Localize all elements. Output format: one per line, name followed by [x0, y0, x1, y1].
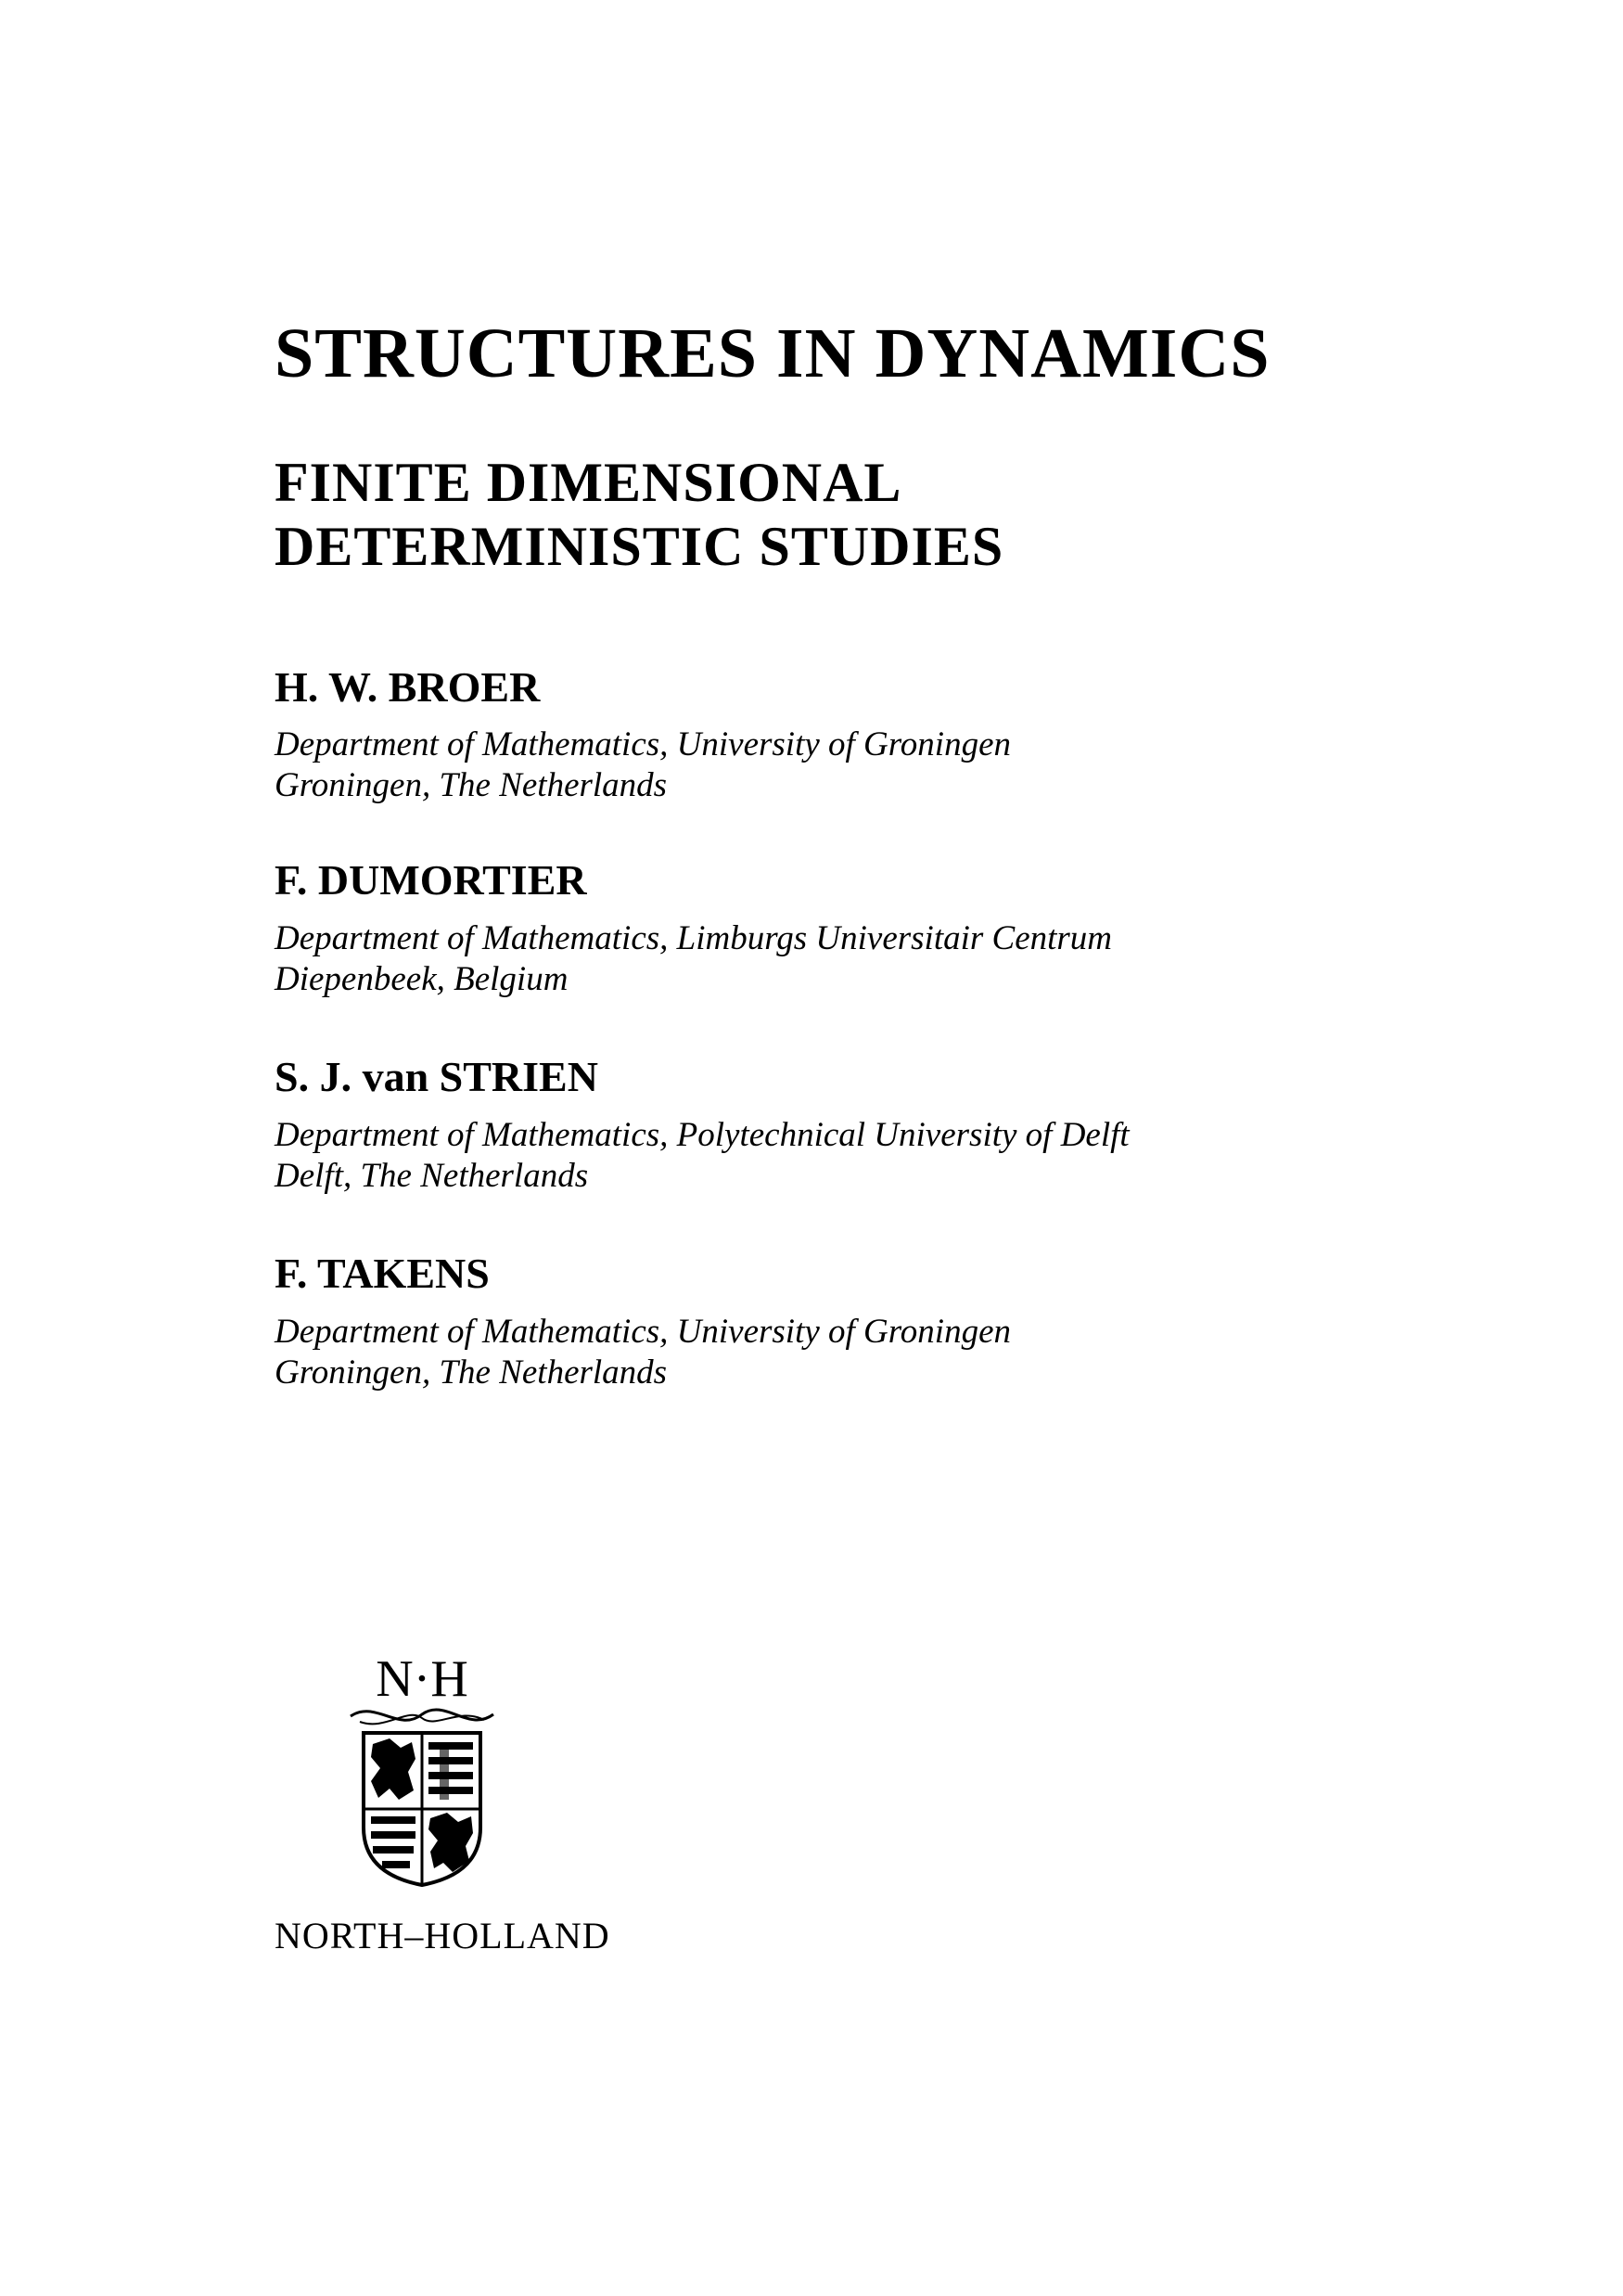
- author-affiliation-takens-line2: Groningen, The Netherlands: [275, 1353, 668, 1392]
- author-affiliation-broer-line1: Department of Mathematics, University of Groningen: [275, 725, 1012, 763]
- author-name-dumortier: F. DUMORTIER: [275, 856, 587, 904]
- author-name-van-strien: S. J. van STRIEN: [275, 1053, 598, 1100]
- author-affiliation-broer-line2: Groningen, The Netherlands: [275, 766, 668, 804]
- subtitle-line-1: FINITE DIMENSIONAL: [275, 452, 902, 513]
- author-affiliation-takens-line1: Department of Mathematics, University of Groningen: [275, 1313, 1012, 1351]
- publisher-name: NORTH–HOLLAND: [275, 1915, 610, 1956]
- author-affiliation-van-strien-line1: Department of Mathematics, Polytechnical University of Delft: [275, 1116, 1130, 1154]
- author-affiliation-dumortier-line1: Department of Mathematics, Limburgs Universitair Centrum: [275, 919, 1113, 957]
- author-affiliation-dumortier-line2: Diepenbeek, Belgium: [275, 960, 569, 998]
- subtitle-line-2: DETERMINISTIC STUDIES: [275, 516, 1004, 577]
- north-holland-crest-icon: [343, 1642, 501, 1892]
- author-name-takens: F. TAKENS: [275, 1250, 490, 1297]
- svg-text:N·H: N·H: [376, 1650, 468, 1708]
- author-name-broer: H. W. BROER: [275, 663, 541, 711]
- author-affiliation-van-strien-line2: Delft, The Netherlands: [275, 1157, 589, 1195]
- book-title: STRUCTURES IN DYNAMICS: [275, 314, 1271, 392]
